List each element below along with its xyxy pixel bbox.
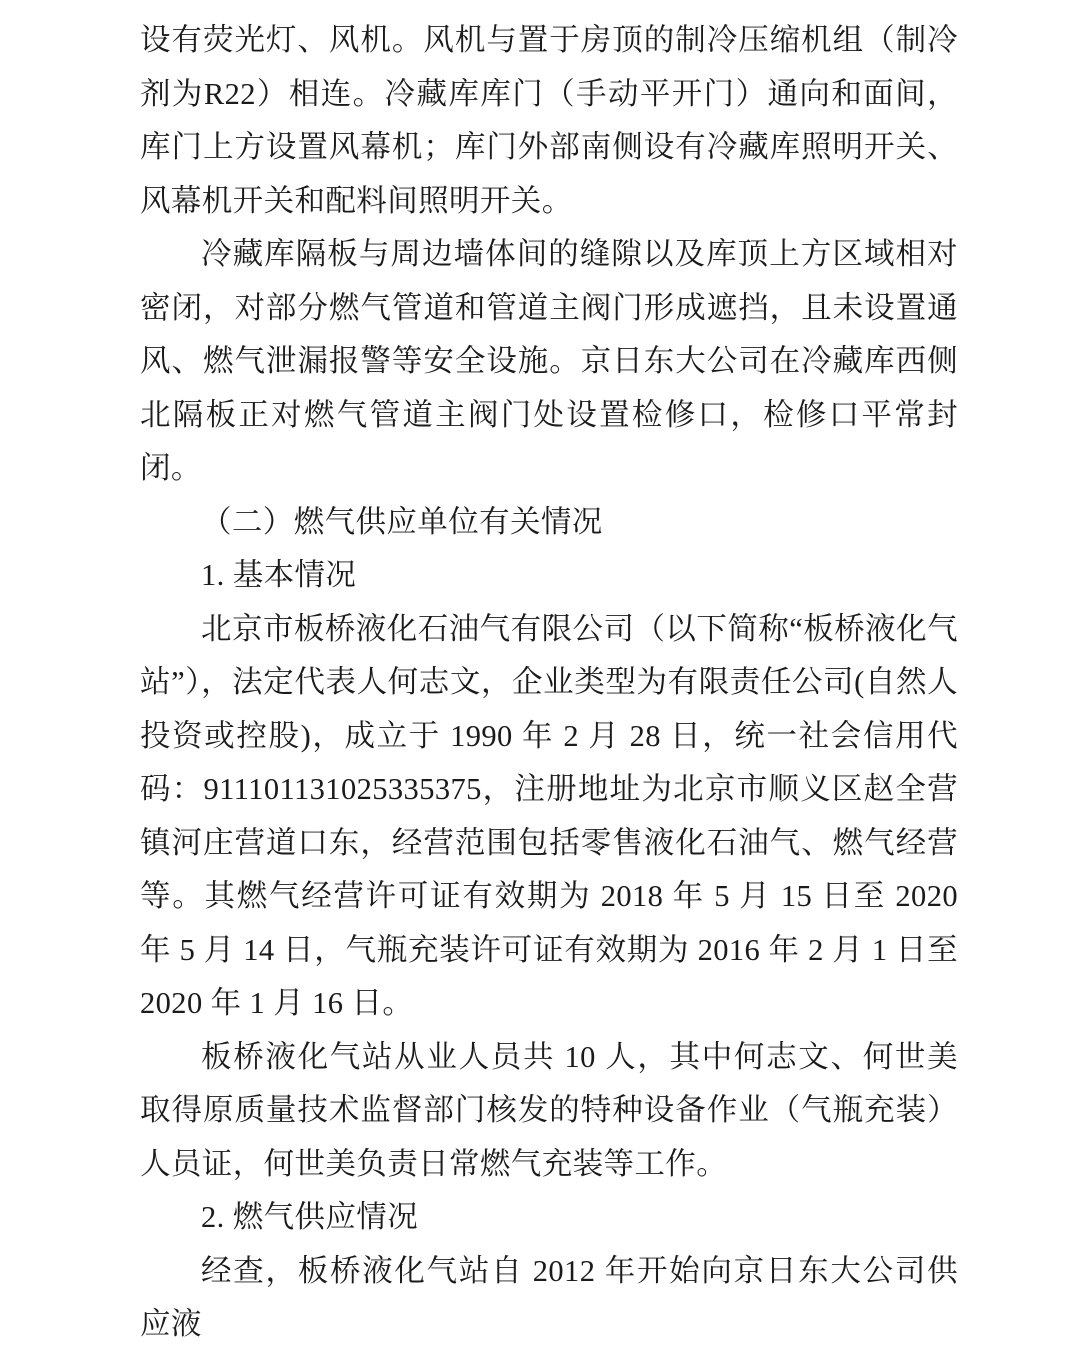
paragraph-staff-info: 板桥液化气站从业人员共 10 人，其中何志文、何世美取得原质量技术监督部门核发的特种设备作业（气瓶充装）人员证，何世美负责日常燃气充装等工作。 — [140, 1039, 958, 1181]
subsection-heading-basic-info: 1. 基本情况 — [201, 558, 357, 592]
document-body — [140, 14, 958, 1352]
subsection-heading-gas-supply: 2. 燃气供应情况 — [201, 1200, 419, 1234]
paragraph-cold-storage: 冷藏库隔板与周边墙体间的缝隙以及库顶上方区域相对密闭，对部分燃气管道和管道主阀门形成遮挡，且未设置通风、燃气泄漏报警等安全设施。京日东大公司在冷藏库西侧北隔板正对燃气管道主阀门处设置检修口，检修口平常封闭。 — [140, 237, 958, 485]
paragraph-continuation: 设有荧光灯、风机。风机与置于房顶的制冷压缩机组（制冷剂为R22）相连。冷藏库库门（手动平开门）通向和面间，库门上方设置风幕机；库门外部南侧设有冷藏库照明开关、风幕机开关和配料间照明开关。 — [140, 23, 958, 218]
paragraph-supply-history: 经查，板桥液化气站自 2012 年开始向京日东大公司供应液 — [140, 1253, 958, 1341]
paragraph-company-info: 北京市板桥液化石油气有限公司（以下简称“板桥液化气站”），法定代表人何志文，企业类型为有限责任公司(自然人投资或控股)，成立于 1990 年 2 月 28 日，统一社会信用代码：911101131025335375，注册地址为北京市顺义区赵全营镇河庄营道口东，经营范围包括零售液化石油气、燃气经营等。其燃气经营许可证有效期为 2018 年 5 月 15 日至 2020 年 5 月 14 日，气瓶充装许可证有效期为 2016 年 2 月 1 日至 2020 年 1 月 16 日。 — [140, 611, 958, 1020]
section-heading-gas-supplier: （二）燃气供应单位有关情况 — [201, 504, 603, 539]
